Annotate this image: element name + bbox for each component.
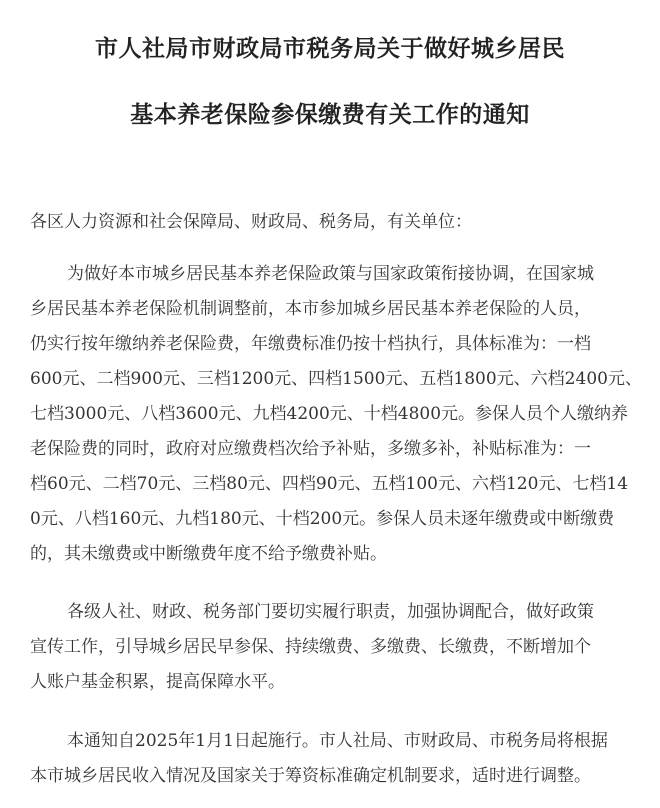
paragraph-line: 乡居民基本养老保险机制调整前，本市参加城乡居民基本养老保险的人员， (30, 299, 591, 319)
paragraph-line: 老保险费的同时，政府对应缴费档次给予补贴，多缴多补，补贴标准为：一 (30, 439, 591, 459)
paragraph-line: 人账户基金积累，提高保障水平。 (30, 672, 285, 692)
paragraph-line: 本通知自2025年1月1日起施行。市人社局、市财政局、市税务局将根据 (67, 731, 608, 751)
paragraph-line: 为做好本市城乡居民基本养老保险政策与国家政策衔接协调，在国家城 (67, 264, 594, 284)
document-title-line-2: 基本养老保险参保缴费有关工作的通知 (130, 102, 530, 128)
salutation: 各区人力资源和社会保障局、财政局、税务局，有关单位： (30, 212, 472, 232)
document-title-line-1: 市人社局市财政局市税务局关于做好城乡居民 (95, 36, 565, 62)
paragraph-line: 档60元、二档70元、三档80元、四档90元、五档100元、六档120元、七档14 (30, 474, 629, 494)
paragraph-line: 各级人社、财政、税务部门要切实履行职责，加强协调配合，做好政策 (67, 602, 594, 622)
paragraph-line: 仍实行按年缴纳养老保险费，年缴费标准仍按十档执行，具体标准为：一档 (30, 334, 591, 354)
paragraph-line: 七档3000元、八档3600元、九档4200元、十档4800元。参保人员个人缴纳养 (30, 404, 629, 424)
paragraph-line: 宣传工作，引导城乡居民早参保、持续缴费、多缴费、长缴费，不断增加个 (30, 637, 591, 657)
paragraph-line: 的，其未缴费或中断缴费年度不给予缴费补贴。 (30, 544, 387, 564)
paragraph-line: 本市城乡居民收入情况及国家关于筹资标准确定机制要求，适时进行调整。 (30, 766, 591, 786)
paragraph-line: 600元、二档900元、三档1200元、四档1500元、五档1800元、六档2400元、 (30, 369, 642, 389)
paragraph-line: 0元、八档160元、九档180元、十档200元。参保人员未逐年缴费或中断缴费 (30, 509, 615, 529)
